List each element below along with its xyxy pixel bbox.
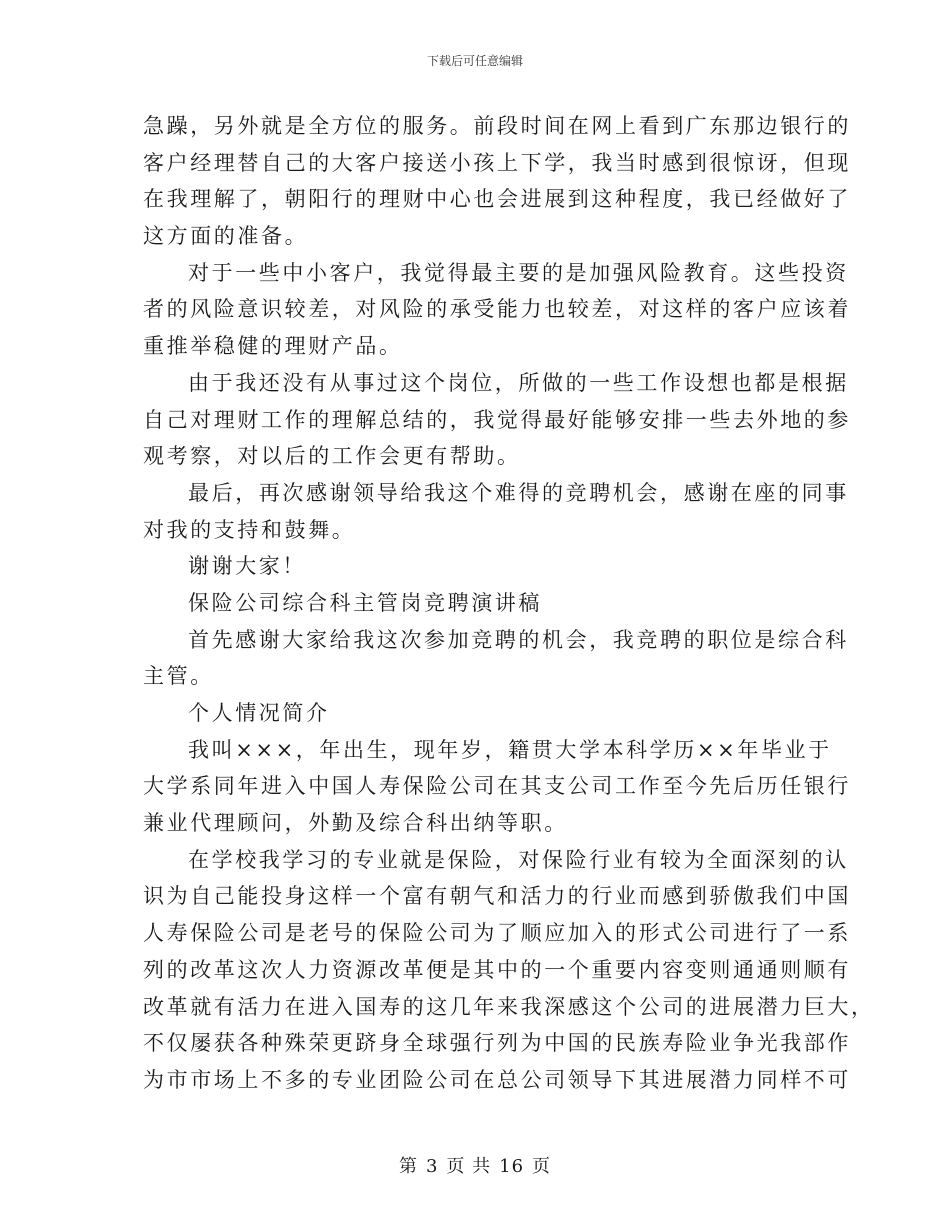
text-line: 改革就有活力在进入国寿的这几年来我深感这个公司的进展潜力巨大， bbox=[143, 994, 875, 1019]
header-note: 下载后可任意编辑 bbox=[426, 54, 523, 68]
text-line: 这方面的准备。 bbox=[143, 224, 309, 249]
text-line: 为市市场上不多的专业团险公司在总公司领导下其进展潜力同样不可 bbox=[143, 1067, 851, 1092]
text-line: 由于我还没有从事过这个岗位，所做的一些工作设想也都是根据 bbox=[188, 370, 849, 395]
page-footer bbox=[0, 1152, 950, 1178]
footer-middle: 页 共 bbox=[446, 1156, 492, 1177]
text-line: 大学系同年进入中国人寿保险公司在其支公司工作至今先后历任银行 bbox=[143, 774, 851, 799]
text-line: 我叫×××，年出生，现年岁，籍贯大学本科学历××年毕业于 bbox=[188, 737, 832, 762]
body-text bbox=[143, 108, 875, 1099]
text-line: 保险公司综合科主管岗竞聘演讲稿 bbox=[188, 590, 542, 615]
text-line: 识为自己能投身这样一个富有朝气和活力的行业而感到骄傲我们中国 bbox=[143, 884, 851, 909]
text-line: 兼业代理顾问，外勤及综合科出纳等职。 bbox=[143, 811, 568, 836]
text-line: 不仅屡获各种殊荣更跻身全球强行列为中国的民族寿险业争光我部作 bbox=[143, 1031, 851, 1056]
text-line: 自己对理财工作的理解总结的，我觉得最好能够安排一些去外地的参 bbox=[143, 407, 851, 432]
footer-current-page: 3 bbox=[425, 1156, 439, 1177]
text-line: 在学校我学习的专业就是保险，对保险行业有较为全面深刻的认 bbox=[188, 847, 849, 872]
text-line: 首先感谢大家给我这次参加竞聘的机会，我竞聘的职位是综合科 bbox=[188, 627, 849, 652]
text-line: 人寿保险公司是老号的保险公司为了顺应加入的形式公司进行了一系 bbox=[143, 921, 851, 946]
text-line: 者的风险意识较差，对风险的承受能力也较差，对这样的客户应该着 bbox=[143, 297, 851, 322]
text-line: 对我的支持和鼓舞。 bbox=[143, 517, 356, 542]
text-line: 急躁，另外就是全方位的服务。前段时间在网上看到广东那边银行的 bbox=[143, 114, 851, 138]
footer-prefix: 第 bbox=[398, 1156, 418, 1177]
text-line: 对于一些中小客户，我觉得最主要的是加强风险教育。这些投资 bbox=[188, 260, 849, 285]
footer-suffix: 页 bbox=[532, 1156, 552, 1177]
text-line: 谢谢大家！ bbox=[188, 554, 306, 579]
footer-total-pages: 16 bbox=[499, 1156, 525, 1177]
text-line: 观考察，对以后的工作会更有帮助。 bbox=[143, 444, 521, 469]
text-line: 最后，再次感谢领导给我这个难得的竞聘机会，感谢在座的同事 bbox=[188, 480, 849, 505]
text-line: 个人情况简介 bbox=[188, 701, 330, 725]
text-line: 主管。 bbox=[143, 664, 214, 689]
text-line: 列的改革这次人力资源改革便是其中的一个重要内容变则通通则顺有 bbox=[143, 957, 851, 982]
text-line: 客户经理替自己的大客户接送小孩上下学，我当时感到很惊讶，但现 bbox=[143, 150, 851, 175]
text-line: 重推举稳健的理财产品。 bbox=[143, 334, 403, 359]
text-line: 在我理解了，朝阳行的理财中心也会进展到这种程度，我已经做好了 bbox=[143, 187, 851, 212]
